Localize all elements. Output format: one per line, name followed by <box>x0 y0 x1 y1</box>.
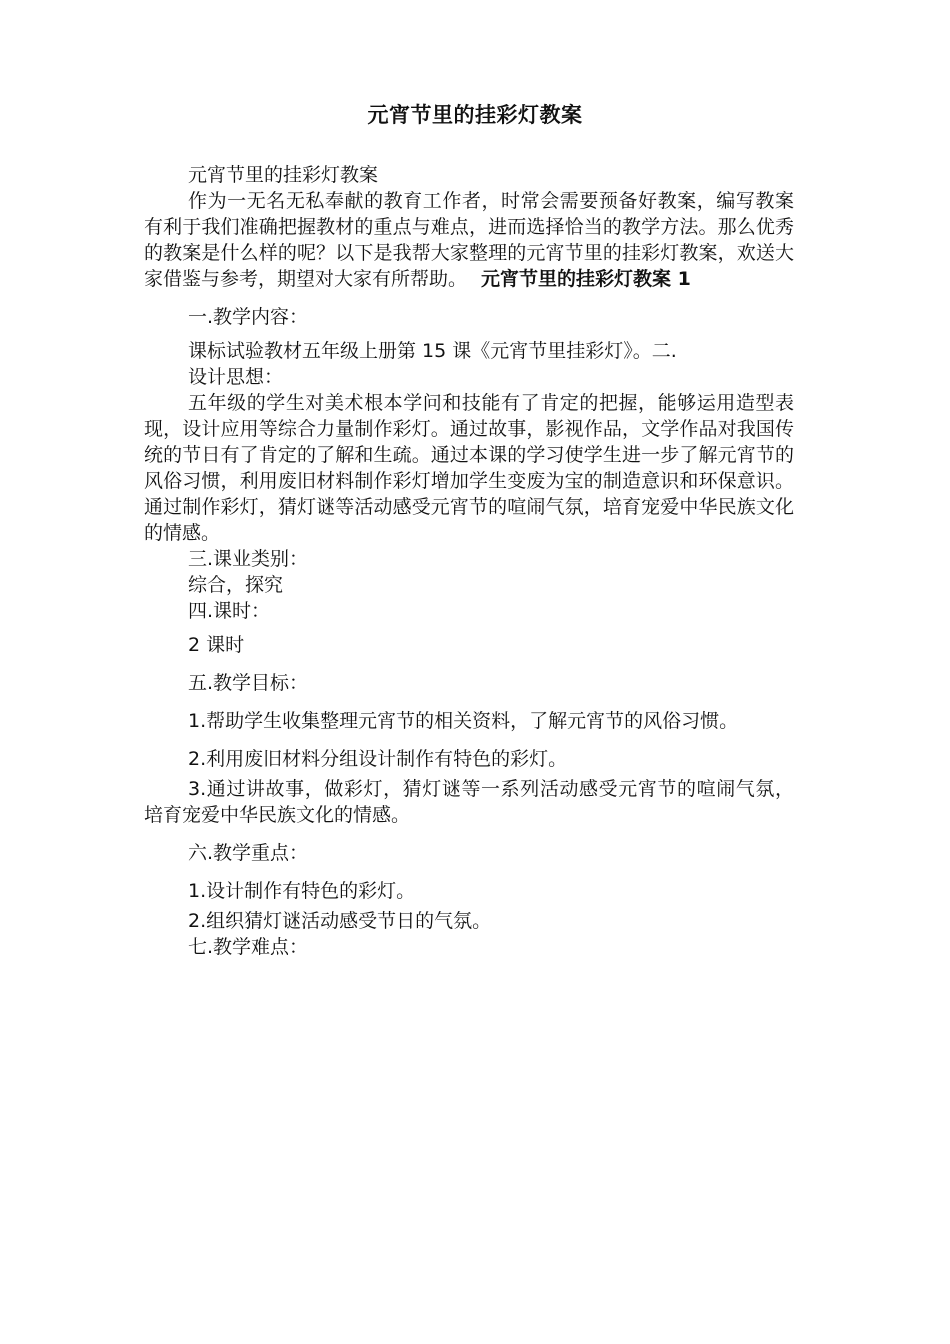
difficulty-heading: 七.教学难点： <box>188 936 309 958</box>
time-heading: 四.课时： <box>188 600 271 622</box>
goals-heading: 五.教学目标： <box>188 672 309 694</box>
subtitle: 元宵节里的挂彩灯教案 <box>188 164 379 186</box>
document-title: 元宵节里的挂彩灯教案 <box>367 103 583 127</box>
type-heading: 三.课业类别： <box>188 548 309 570</box>
content-body-line1: 课标试验教材五年级上册第 15 课《元宵节里挂彩灯》。二. <box>188 340 677 362</box>
intro-text: 作为一无名无私奉献的教育工作者，时常会需要预备好教案，编写教案有利于我们准确把握教材的重点与难点，进而选择恰当的教学方法。那么优秀的教案是什么样的呢？以下是我帮大家整理的元宵节里的挂彩灯教案，欢送大家借鉴与参考，期望对大家有所帮助。 <box>144 190 794 290</box>
type-body: 综合，探究 <box>188 574 284 596</box>
section-heading: 元宵节里的挂彩灯教案 1 <box>481 268 691 290</box>
key-heading: 六.教学重点： <box>188 842 309 864</box>
design-heading: 设计思想： <box>188 366 284 388</box>
key-item-2: 2.组织猜灯谜活动感受节日的气氛。 <box>188 910 492 932</box>
goal-item-3: 3.通过讲故事，做彩灯，猜灯谜等一系列活动感受元宵节的喧闹气氛，培育宠爱中华民族文化的情感。 <box>144 778 794 826</box>
intro-paragraph <box>144 188 794 292</box>
content-heading: 一.教学内容： <box>188 306 309 328</box>
goal-item-2: 2.利用废旧材料分组设计制作有特色的彩灯。 <box>188 748 568 770</box>
design-body: 五年级的学生对美术根本学问和技能有了肯定的把握，能够运用造型表现，设计应用等综合力量制作彩灯。通过故事，影视作品，文学作品对我国传统的节日有了肯定的了解和生疏。通过本课的学习使学生进一步了解元宵节的风俗习惯，利用废旧材料制作彩灯增加学生变废为宝的制造意识和环保意识。通过制作彩灯，猜灯谜等活动感受元宵节的喧闹气氛，培育宠爱中华民族文化的情感。 <box>144 392 794 544</box>
key-item-1: 1.设计制作有特色的彩灯。 <box>188 880 416 902</box>
document-body <box>144 162 794 960</box>
time-body: 2 课时 <box>188 634 245 656</box>
goal-item-1: 1.帮助学生收集整理元宵节的相关资料，了解元宵节的风俗习惯。 <box>188 710 739 732</box>
